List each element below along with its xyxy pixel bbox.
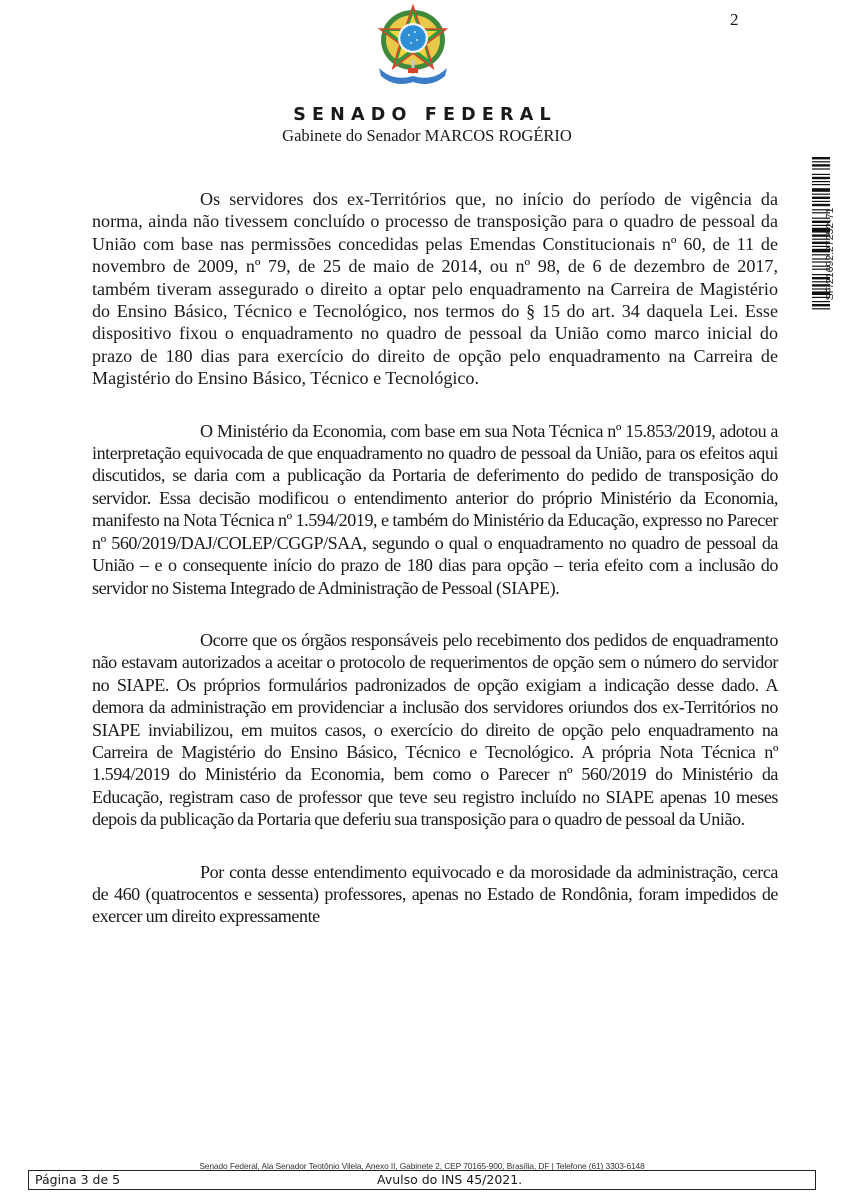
document-header [0,104,844,146]
barcode-bar [812,181,830,182]
brazil-coat-of-arms-icon [373,2,453,88]
footer-bar [28,1170,816,1190]
barcode-bar [812,188,830,192]
page-number: 2 [730,10,739,29]
barcode-bar [812,168,830,169]
document-body [92,188,778,958]
footer-address: Senado Federal, Ala Senador Teotônio Vilela, Anexo II, Gabinete 2, CEP 70165-900, Brasília, DF | Telefone (61) 3303-6148 [199,1161,645,1171]
barcode-bar [812,174,830,175]
page-indicator: Página 3 de 5 [35,1172,121,1187]
avulso-label: Avulso do INS 45/2021. [377,1172,523,1187]
barcode-bar [812,161,830,162]
document-code: SF/21692.27252-71 [824,207,836,301]
paragraph: O Ministério da Economia, com base em sua Nota Técnica nº 15.853/2019, adotou a interpretação equivocada de que enquadramento no quadro de pessoal da União, para os efeitos aqui discutidos, se daria com a publicação da Portaria de deferimento do pedido de transposição do servidor. Essa decisão modificou o entendimento anterior do próprio Ministério da Economia, manifesto na Nota Técnica nº 1.594/2019, e também do Ministério da Educação, expresso no Parecer nº 560/2019/DAJ/COLEP/CGGP/SAA, segundo o qual o enquadramento no quadro de pessoal da União – e o consequente início do prazo de 180 dias para opção – teria efeito com a inclusão do servidor no Sistema Integrado de Administração de Pessoal (SIAPE). [92,420,778,598]
institution-name: SENADO FEDERAL [293,105,557,125]
paragraph: Por conta desse entendimento equivocado e da morosidade da administração, cerca de 460 (quatrocentos e sessenta) professores, apenas no Estado de Rondônia, foram impedidos de exercer um direito expressamente [92,861,778,927]
barcode-bar [812,164,830,166]
barcode-bar [812,184,830,185]
barcode-bar [812,177,830,179]
office-name: Gabinete do Senador MARCOS ROGÉRIO [282,126,572,145]
paragraph: Ocorre que os órgãos responsáveis pelo recebimento dos pedidos de enquadramento não estavam autorizados a aceitar o protocolo de requerimentos de opção sem o número do servidor no SIAPE. Os próprios formulários padronizados de opção exigiam a indicação desse dado. A demora da administração em providenciar a inclusão dos servidores oriundos dos ex-Territórios no SIAPE inviabilizou, em muitos casos, o exercício do direito de opção pelo enquadramento na Carreira de Magistério do Ensino Básico, Técnico e Tecnológico. A própria Nota Técnica nº 1.594/2019 do Ministério da Economia, bem como o Parecer nº 560/2019 do Ministério da Educação, registram caso de professor que teve seu registro incluído no SIAPE apenas 10 meses depois da publicação da Portaria que deferiu sua transposição para o quadro de pessoal da União. [92,629,778,830]
paragraph: Os servidores dos ex-Territórios que, no início do período de vigência da norma, ainda não tivessem concluído o processo de transposição para o quadro de pessoal da União com base nas permissões concedidas pelas Emendas Constitucionais nº 60, de 11 de novembro de 2009, nº 79, de 25 de maio de 2014, ou nº 98, de 6 de dezembro de 2017, também tiveram assegurado o direito a optar pelo enquadramento na Carreira de Magistério do Ensino Básico, Técnico e Tecnológico, nos termos do § 15 do art. 34 daquela Lei. Esse dispositivo fixou o enquadramento no quadro de pessoal da União como marco inicial do prazo de 180 dias para exercício do direito de opção pelo enquadramento na Carreira de Magistério do Ensino Básico, Técnico e Tecnológico. [92,189,778,389]
barcode-bar [812,157,830,159]
